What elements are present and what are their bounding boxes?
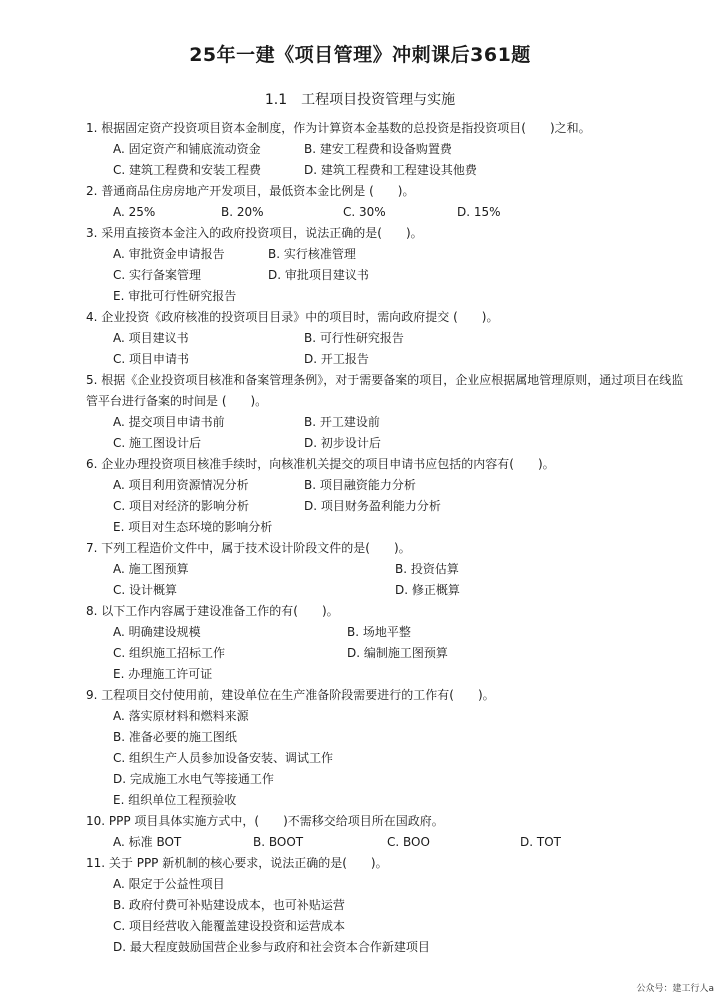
question-3 [86, 223, 686, 307]
question-5 [86, 370, 686, 454]
question-stem: 1. 根据固定资产投资项目资本金制度，作为计算资本金基数的总投资是指投资项目( )之和。 [86, 121, 591, 135]
option-a: A. 项目建议书 [113, 331, 189, 345]
option-b: B. 政府付费可补贴建设成本，也可补贴运营 [113, 898, 345, 912]
option-a: A. 标准 BOT [113, 835, 182, 849]
question-6 [86, 454, 686, 538]
option-a: A. 限定于公益性项目 [113, 877, 225, 891]
option-d: D. 项目财务盈利能力分析 [304, 499, 441, 513]
option-c: C. 实行备案管理 [113, 268, 202, 282]
option-d: D. 编制施工图预算 [347, 646, 448, 660]
option-b: B. 实行核准管理 [268, 247, 356, 261]
option-c: C. BOO [387, 835, 430, 849]
option-d: D. 开工报告 [304, 352, 369, 366]
document-title: 25年一建《项目管理》冲刺课后361题 [189, 44, 531, 66]
option-e: E. 审批可行性研究报告 [113, 289, 237, 303]
question-stem: 11. 关于 PPP 新机制的核心要求，说法正确的是( )。 [86, 856, 388, 870]
question-stem: 5. 根据《企业投资项目核准和备案管理条例》，对于需要备案的项目，企业应根据属地管理原则，通过项目在线监管平台进行备案的时间是 ( )。 [86, 373, 684, 408]
question-list [86, 118, 686, 958]
option-d: D. 15% [457, 205, 501, 219]
question-11 [86, 853, 686, 958]
option-c: C. 组织生产人员参加设备安装、调试工作 [113, 751, 334, 765]
option-a: A. 施工图预算 [113, 562, 189, 576]
question-1 [86, 118, 686, 181]
option-b: B. BOOT [253, 835, 304, 849]
option-e: E. 办理施工许可证 [113, 667, 213, 681]
option-b: B. 准备必要的施工图纸 [113, 730, 237, 744]
question-stem: 7. 下列工程造价文件中，属于技术设计阶段文件的是( )。 [86, 541, 411, 555]
option-b: B. 可行性研究报告 [304, 331, 404, 345]
option-a: A. 25% [113, 205, 156, 219]
question-9 [86, 685, 686, 811]
option-a: A. 明确建设规模 [113, 625, 201, 639]
question-stem: 10. PPP 项目具体实施方式中，( )不需移交给项目所在国政府。 [86, 814, 444, 828]
option-a: A. 项目利用资源情况分析 [113, 478, 249, 492]
question-stem: 2. 普通商品住房房地产开发项目，最低资本金比例是 ( )。 [86, 184, 415, 198]
question-stem: 8. 以下工作内容属于建设准备工作的有( )。 [86, 604, 339, 618]
option-c: C. 30% [343, 205, 386, 219]
question-10 [86, 811, 686, 853]
option-a: A. 审批资金申请报告 [113, 247, 225, 261]
option-b: B. 开工建设前 [304, 415, 380, 429]
question-stem: 3. 采用直接资本金注入的政府投资项目，说法正确的是( )。 [86, 226, 423, 240]
option-a: A. 落实原材料和燃料来源 [113, 709, 249, 723]
option-d: D. TOT [520, 835, 561, 849]
option-d: D. 审批项目建议书 [268, 268, 369, 282]
option-b: B. 20% [221, 205, 264, 219]
footer-watermark: 公众号：建工行人a [636, 984, 714, 994]
option-b: B. 场地平整 [347, 625, 411, 639]
option-d: D. 完成施工水电气等接通工作 [113, 772, 274, 786]
option-c: C. 施工图设计后 [113, 436, 202, 450]
option-d: D. 修正概算 [395, 583, 460, 597]
option-a: A. 提交项目申请书前 [113, 415, 225, 429]
option-c: C. 项目对经济的影响分析 [113, 499, 250, 513]
option-b: B. 项目融资能力分析 [304, 478, 416, 492]
option-d: D. 建筑工程费和工程建设其他费 [304, 163, 477, 177]
question-2 [86, 181, 686, 223]
question-stem: 6. 企业办理投资项目核准手续时，向核准机关提交的项目申请书应包括的内容有( )。 [86, 457, 555, 471]
option-c: C. 设计概算 [113, 583, 178, 597]
option-d: D. 初步设计后 [304, 436, 381, 450]
section-heading: 1.1 工程项目投资管理与实施 [264, 92, 456, 108]
option-e: E. 项目对生态环境的影响分析 [113, 520, 273, 534]
question-4 [86, 307, 686, 370]
option-c: C. 项目经营收入能覆盖建设投资和运营成本 [113, 919, 346, 933]
option-c: C. 组织施工招标工作 [113, 646, 226, 660]
option-b: B. 建安工程费和设备购置费 [304, 142, 452, 156]
question-8 [86, 601, 686, 685]
option-c: C. 建筑工程费和安装工程费 [113, 163, 262, 177]
option-c: C. 项目申请书 [113, 352, 190, 366]
question-stem: 4. 企业投资《政府核准的投资项目目录》中的项目时，需向政府提交 ( )。 [86, 310, 499, 324]
option-e: E. 组织单位工程预验收 [113, 793, 237, 807]
question-7 [86, 538, 686, 601]
option-b: B. 投资估算 [395, 562, 459, 576]
option-d: D. 最大程度鼓励国营企业参与政府和社会资本合作新建项目 [113, 940, 430, 954]
question-stem: 9. 工程项目交付使用前，建设单位在生产准备阶段需要进行的工作有( )。 [86, 688, 495, 702]
option-a: A. 固定资产和铺底流动资金 [113, 142, 261, 156]
